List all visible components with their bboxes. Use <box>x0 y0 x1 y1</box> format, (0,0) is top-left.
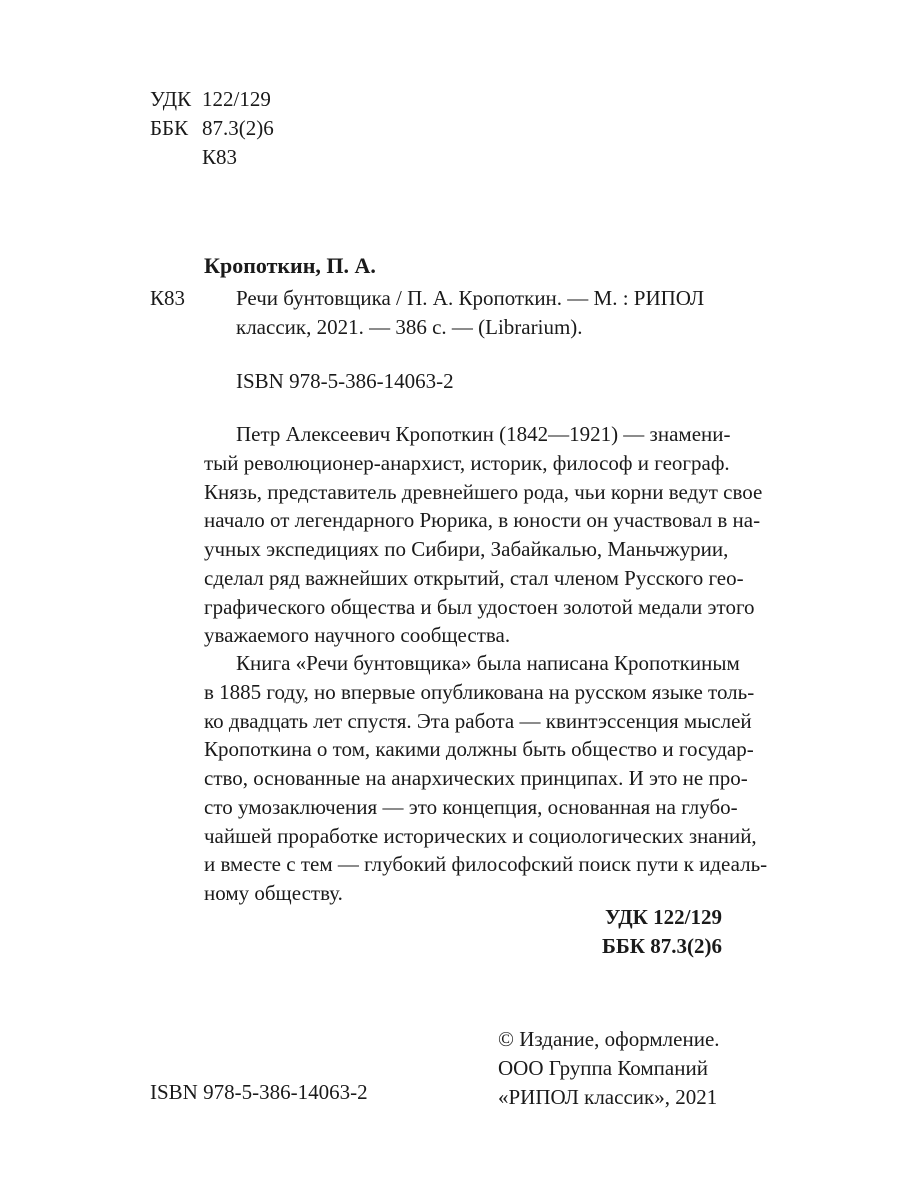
copyright-line: «РИПОЛ классик», 2021 <box>498 1085 718 1109</box>
paragraph-line: в 1885 году, но впервые опубликована на русском языке толь- <box>204 679 755 704</box>
catalog-code: К83 <box>150 286 186 310</box>
paragraph-line: сделал ряд важнейших открытий, стал членом Русского гео- <box>204 565 744 590</box>
paragraph-line: чайшей проработке исторических и социологических знаний, <box>204 823 757 848</box>
paragraph-line: ство, основанные на анархических принципах. И это не про- <box>204 766 748 790</box>
paragraph-line: и вместе с тем — глубокий философский поиск пути к идеаль- <box>204 852 768 877</box>
author-heading: Кропоткин, П. А. <box>204 253 376 278</box>
bib-line: классик, 2021. — 386 с. — (Librarium). <box>236 315 583 339</box>
paragraph-line: графического общества и был удостоен золотой медали этого <box>204 594 755 619</box>
isbn-main: ISBN 978-5-386-14063-2 <box>236 369 454 393</box>
bbk-label: ББК <box>150 116 189 140</box>
paragraph-line: Кропоткина о том, какими должны быть общество и государ- <box>204 737 754 762</box>
bbk-value: 87.3(2)6 <box>202 116 274 140</box>
paragraph-line: сто умозаключения — это концепция, основанная на глубо- <box>204 794 738 819</box>
paragraph-line: учных экспедициях по Сибири, Забайкалью, Маньчжурии, <box>204 537 729 561</box>
paragraph-line: начало от легендарного Рюрика, в юности он участвовал в на- <box>204 508 761 533</box>
paragraph-line: ному обществу. <box>204 881 343 905</box>
isbn-footer: ISBN 978-5-386-14063-2 <box>150 1080 368 1104</box>
classification-block <box>150 85 450 172</box>
paragraph-line: Петр Алексеевич Кропоткин (1842—1921) — знамени- <box>236 422 731 446</box>
annotation-paragraph-2 <box>204 649 768 908</box>
paragraph-line: Князь, представитель древнейшего рода, чьи корни ведут свое <box>204 479 763 504</box>
copyright-line: ООО Группа Компаний <box>498 1056 708 1080</box>
bibliographic-description <box>236 284 722 342</box>
udk-label: УДК <box>150 87 192 111</box>
paragraph-line: уважаемого научного сообщества. <box>204 623 511 648</box>
udk-value: 122/129 <box>202 87 271 111</box>
copyright-notice <box>498 1025 728 1112</box>
udk-code: УДК 122/129 <box>604 905 722 929</box>
annotation-paragraph-1 <box>204 420 763 650</box>
paragraph-line: Книга «Речи бунтовщика» была написана Кропоткиным <box>236 651 740 675</box>
paragraph-line: тый революционер-анархист, историк, философ и географ. <box>204 450 730 475</box>
author-mark-label <box>150 143 202 172</box>
author-mark-row <box>150 143 450 172</box>
copyright-line: © Издание, оформление. <box>498 1027 720 1051</box>
bbk-row <box>150 114 450 143</box>
bbk-code: ББК 87.3(2)6 <box>602 934 722 958</box>
udk-row <box>150 85 450 114</box>
bottom-classification <box>602 903 722 961</box>
bib-line: Речи бунтовщика / П. А. Кропоткин. — М. : РИПОЛ <box>236 286 705 310</box>
author-mark-value: К83 <box>202 145 238 169</box>
paragraph-line: ко двадцать лет спустя. Эта работа — квинтэссенция мыслей <box>204 708 752 733</box>
